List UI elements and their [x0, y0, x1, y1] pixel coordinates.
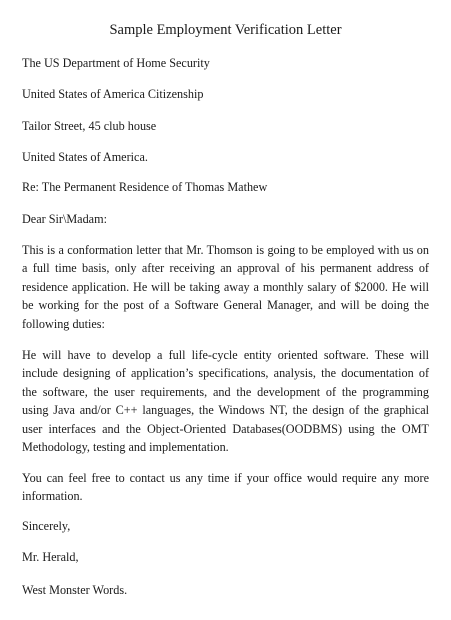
letter-title: Sample Employment Verification Letter: [109, 22, 342, 38]
subject-line: Re: The Permanent Residence of Thomas Mathew: [22, 180, 268, 194]
address-line-street: Tailor Street, 45 club house: [22, 119, 157, 133]
address-line-department: The US Department of Home Security: [22, 56, 210, 70]
body-paragraph-contact: You can feel free to contact us any time if your office would require any more information.: [22, 471, 429, 504]
body-paragraph-duties: He will have to develop a full life-cycle entity oriented software. These will include designing of application’s specifications, analysis, the documentation of the software, the user requirements, and the development of the programming using Java and/or C++ languages, the Windows NT, the design of the graphical user interfaces and the Object-Oriented Databases(OODBMS) using the OMT Methodology, testing and implementation.: [22, 348, 429, 455]
address-line-citizenship: United States of America Citizenship: [22, 87, 204, 101]
address-line-country: United States of America.: [22, 150, 148, 164]
signature-name: Mr. Herald,: [22, 550, 79, 564]
organization-name: West Monster Words.: [22, 583, 128, 597]
body-paragraph-employment: This is a conformation letter that Mr. Thomson is going to be employed with us on a full time basis, only after receiving an approval of his permanent address of residence application. He will be taking away a monthly salary of $2000. He will be working for the post of a Software General Manager, and will be doing the following duties:: [22, 243, 429, 331]
closing: Sincerely,: [22, 519, 71, 533]
salutation: Dear Sir\Madam:: [22, 212, 107, 226]
